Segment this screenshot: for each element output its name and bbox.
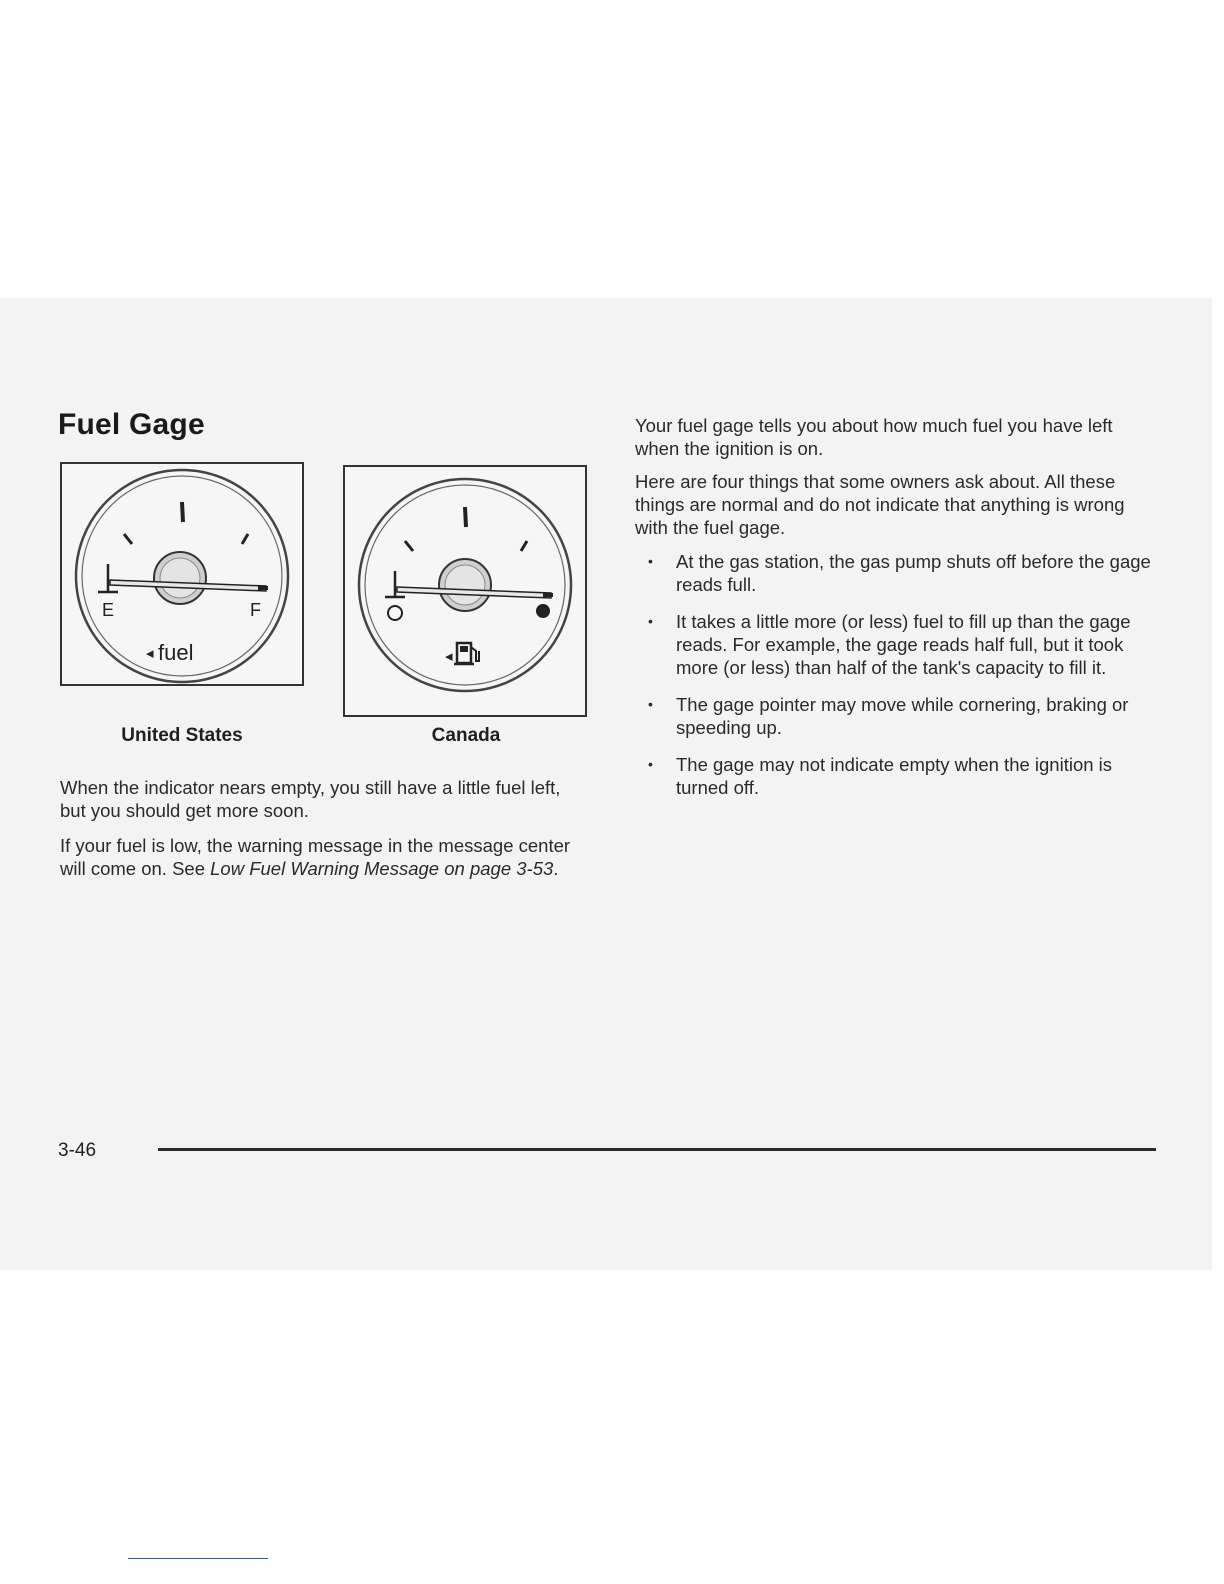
gauge-hub-inner <box>445 565 485 605</box>
bottom-divider <box>128 1558 268 1559</box>
paragraph-owner-questions: Here are four things that some owners ask about. All these things are normal and do not indicate that anything is wrong with the fuel gage. <box>635 471 1125 538</box>
cross-reference-link[interactable]: Low Fuel Warning Message on page 3-53 <box>210 858 554 879</box>
bullet-icon: • <box>648 613 653 629</box>
paragraph-low-fuel-lead: If your fuel is low, the warning message in the message center will come on. See <box>60 835 571 879</box>
fuel-door-arrow-icon: ◂ <box>146 645 154 662</box>
gauge-tick-three-quarter <box>521 541 527 551</box>
gauge-tick-quarter <box>405 541 413 551</box>
gauge-symbol-label: fuel <box>158 640 194 665</box>
bullet-icon: • <box>648 756 653 772</box>
list-item <box>640 550 1160 596</box>
fuel-gauge-us-drawing <box>62 464 302 684</box>
paragraph-gage-intro: Your fuel gage tells you about how much fuel you have left when the ignition is on. <box>635 415 1113 459</box>
owner-questions-list <box>640 550 1160 813</box>
bullet-icon: • <box>648 696 653 712</box>
paragraph-low-fuel <box>60 834 600 880</box>
empty-circle-icon <box>388 606 402 620</box>
list-item <box>640 693 1160 739</box>
section-title: Fuel Gage <box>58 408 205 441</box>
fuel-gauge-canada <box>343 465 587 717</box>
gauge-caption-us: United States <box>121 725 243 746</box>
fuel-gauge-canada-drawing <box>345 467 587 715</box>
gauge-tick-half <box>182 502 183 522</box>
list-item-text: The gage may not indicate empty when the ignition is turned off. <box>676 754 1113 798</box>
list-item-text: It takes a little more (or less) fuel to fill up than the gage reads. For example, the gage reads half full, but it took more (or less) than half of the tank's capacity to fill it. <box>676 611 1131 678</box>
list-item <box>640 610 1160 679</box>
footer-rule <box>158 1148 1156 1151</box>
list-item-text: At the gas station, the gas pump shuts off before the gage reads full. <box>676 551 1151 595</box>
fuel-pump-icon <box>454 643 479 664</box>
gauge-tick-three-quarter <box>242 534 248 544</box>
page-number: 3-46 <box>58 1140 97 1161</box>
gauge-tick-quarter <box>124 534 132 544</box>
gauge-caption-canada: Canada <box>431 725 501 746</box>
bullet-icon: • <box>648 553 653 569</box>
paragraph-low-fuel-end: . <box>553 858 559 879</box>
full-circle-icon <box>536 604 550 618</box>
fuel-gauge-us <box>60 462 304 686</box>
list-item-text: The gage pointer may move while cornering, braking or speeding up. <box>676 694 1129 738</box>
list-item <box>640 753 1160 799</box>
gauge-full-label: F <box>250 600 261 620</box>
paragraph-near-empty: When the indicator nears empty, you still have a little fuel left, but you should get more soon. <box>60 777 561 821</box>
gauge-empty-label: E <box>102 600 115 620</box>
fuel-door-arrow-icon: ◂ <box>445 648 453 665</box>
gauge-tick-half <box>465 507 466 527</box>
gauge-hub-inner <box>160 558 200 598</box>
